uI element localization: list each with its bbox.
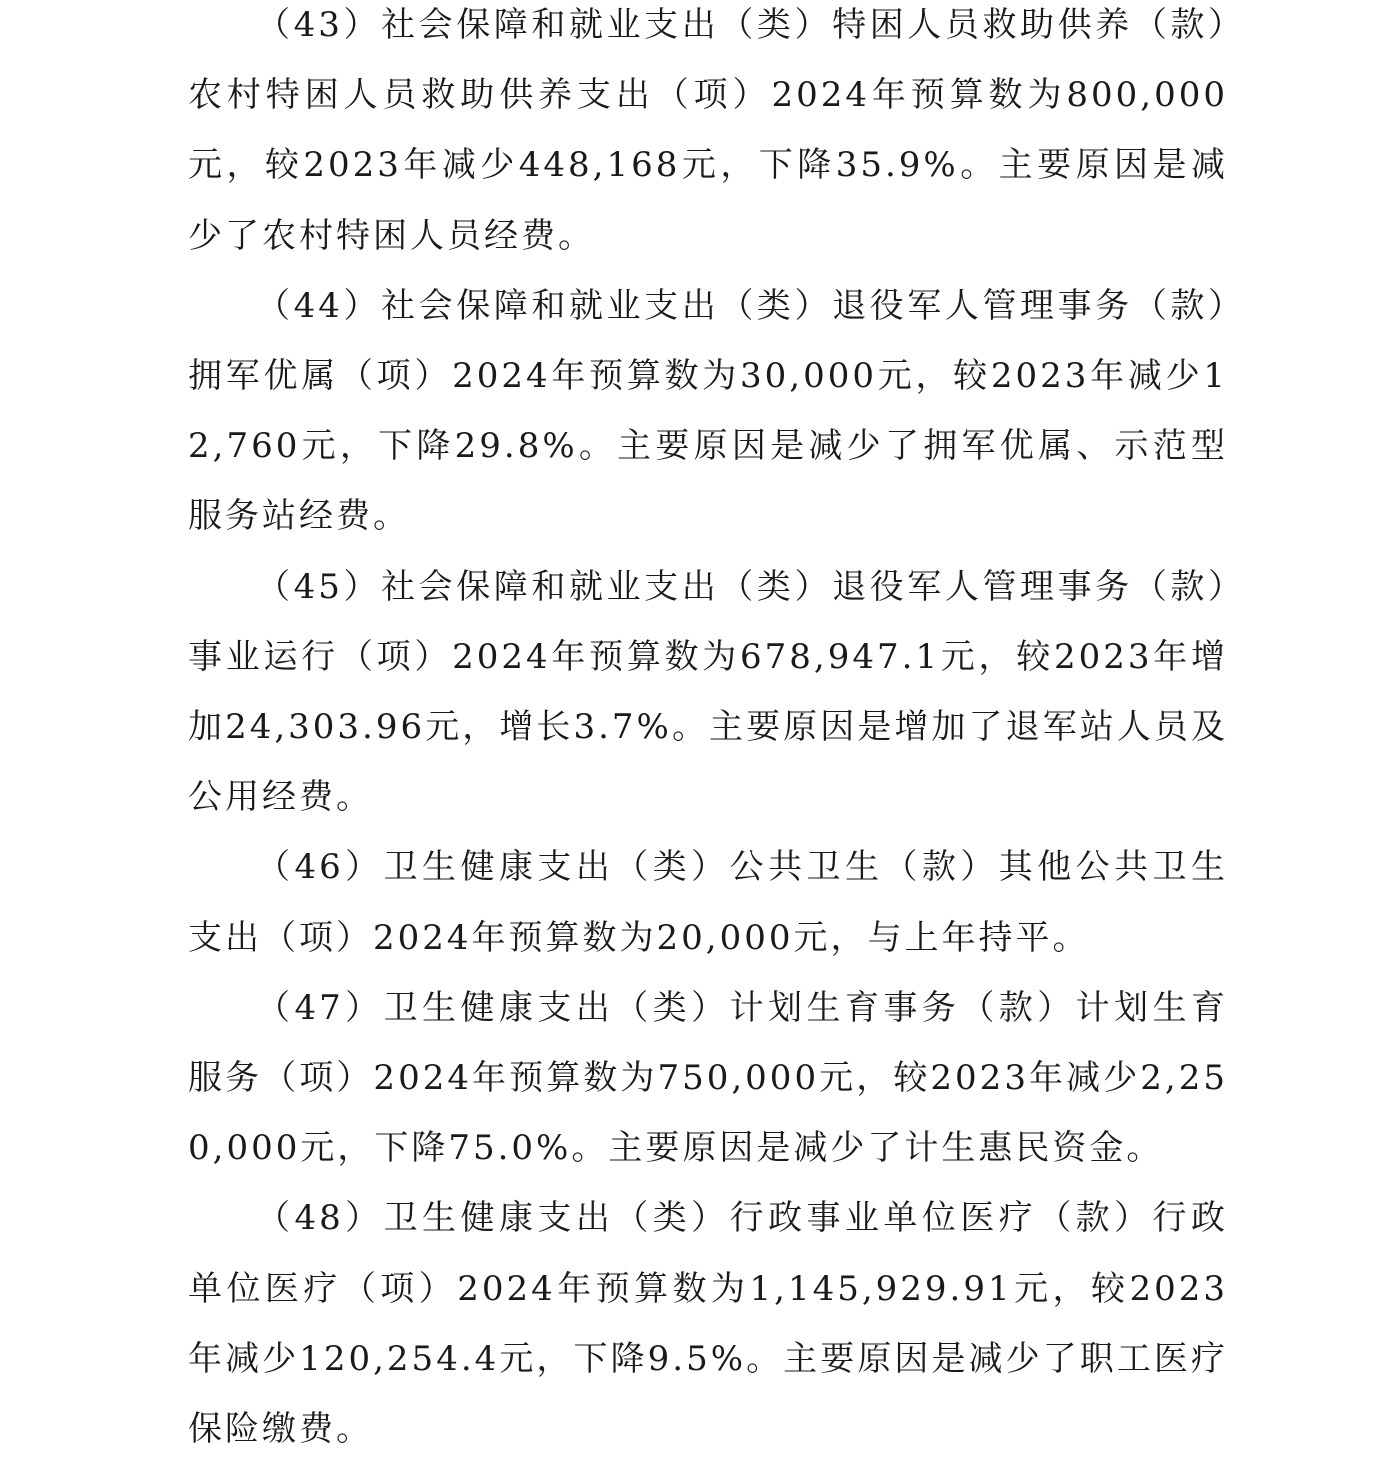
paragraph-48: （48）卫生健康支出（类）行政事业单位医疗（款）行政单位医疗（项）2024年预算数为1,145,929.91元，较2023年减少120,254.4元，下降9.5%。主要原因是减少了职工医疗保险缴费。 [188,1198,1228,1450]
document-body [188,0,1228,1464]
paragraph-44: （44）社会保障和就业支出（类）退役军人管理事务（款）拥军优属（项）2024年预算数为30,000元，较2023年减少12,760元，下降29.8%。主要原因是减少了拥军优属、示范型服务站经费。 [188,285,1228,537]
paragraph-45: （45）社会保障和就业支出（类）退役军人管理事务（款）事业运行（项）2024年预算数为678,947.1元，较2023年增加24,303.96元，增长3.7%。主要原因是增加了退军站人员及公用经费。 [188,566,1228,818]
paragraph-43: （43）社会保障和就业支出（类）特困人员救助供养（款）农村特困人员救助供养支出（项）2024年预算数为800,000元，较2023年减少448,168元，下降35.9%。主要原因是减少了农村特困人员经费。 [188,5,1228,256]
paragraph-46: （46）卫生健康支出（类）公共卫生（款）其他公共卫生支出（项）2024年预算数为20,000元，与上年持平。 [188,847,1228,958]
paragraph-47: （47）卫生健康支出（类）计划生育事务（款）计划生育服务（项）2024年预算数为750,000元，较2023年减少2,250,000元，下降75.0%。主要原因是减少了计生惠民资金。 [188,987,1228,1169]
